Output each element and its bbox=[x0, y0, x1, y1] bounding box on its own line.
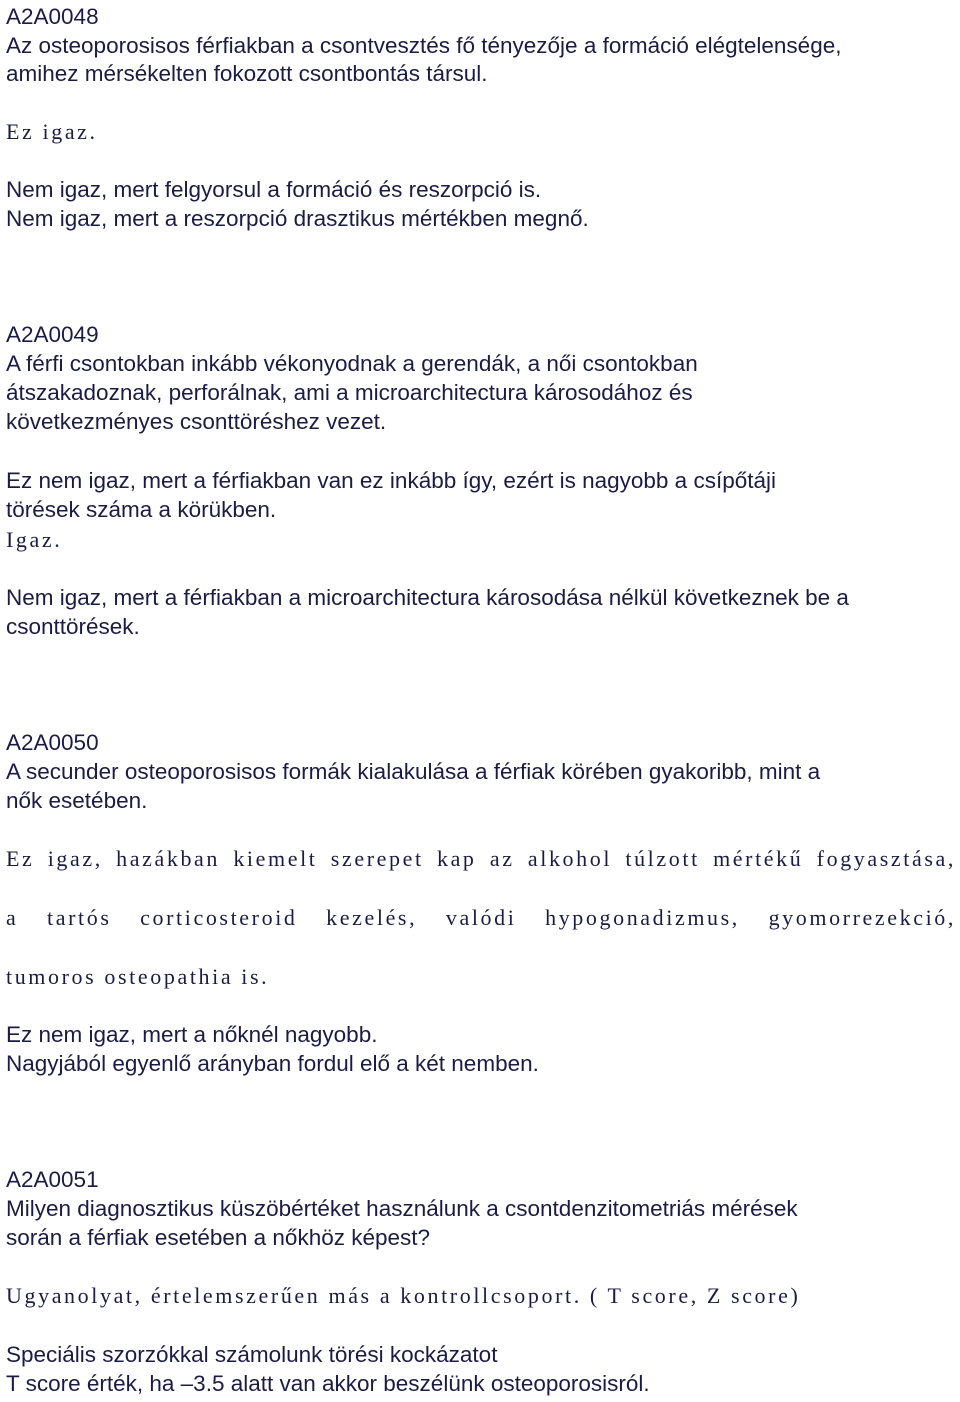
answer-option: tumoros osteopathia is. bbox=[6, 964, 270, 989]
answer-option: Ez nem igaz, mert a férfiakban van ez inkább így, ezért is nagyobb a csípőtáji bbox=[6, 468, 776, 493]
question-text-line: következményes csonttöréshez vezet. bbox=[6, 409, 387, 434]
answer-option: Ugyanolyat, értelemszerűen más a kontrollcsoport. ( T score, Z score) bbox=[6, 1283, 801, 1308]
question-text-line: A secunder osteoporosisos formák kialakulása a férfiak körében gyakoribb, mint a bbox=[6, 759, 821, 784]
question-text-line: Az osteoporosisos férfiakban a csontvesztés fő tényezője a formáció elégtelensége, bbox=[6, 33, 842, 58]
question-text-line: nők esetében. bbox=[6, 788, 148, 813]
question-id: A2A0048 bbox=[6, 4, 99, 29]
answer-option: Nagyjából egyenlő arányban fordul elő a két nemben. bbox=[6, 1051, 539, 1076]
question-text-line: Milyen diagnosztikus küszöbértéket használunk a csontdenzitometriás mérések bbox=[6, 1196, 798, 1221]
answer-option: törések száma a körükben. bbox=[6, 497, 277, 522]
question-text-line: A férfi csontokban inkább vékonyodnak a gerendák, a női csontokban bbox=[6, 351, 698, 376]
answer-option: Ez nem igaz, mert a nőknél nagyobb. bbox=[6, 1022, 378, 1047]
answer-option: csonttörések. bbox=[6, 614, 140, 639]
question-text-line: során a férfiak esetében a nőkhöz képest? bbox=[6, 1225, 431, 1250]
answer-option: Igaz. bbox=[6, 527, 63, 552]
answer-option: T score érték, ha –3.5 alatt van akkor beszélünk osteoporosisról. bbox=[6, 1371, 650, 1396]
answer-option: Ez igaz, hazákban kiemelt szerepet kap az alkohol túlzott mértékű fogyasztása, bbox=[6, 846, 956, 871]
answer-option: a tartós corticosteroid kezelés, valódi hypogonadizmus, gyomorrezekció, bbox=[6, 905, 956, 930]
question-text-line: amihez mérsékelten fokozott csontbontás társul. bbox=[6, 61, 488, 86]
question-id: A2A0050 bbox=[6, 730, 99, 755]
answer-option: Nem igaz, mert a férfiakban a microarchitectura károsodása nélkül következnek be a bbox=[6, 585, 849, 610]
question-id: A2A0051 bbox=[6, 1167, 99, 1192]
answer-option: Nem igaz, mert felgyorsul a formáció és reszorpció is. bbox=[6, 177, 542, 202]
answer-option: Speciális szorzókkal számolunk törési kockázatot bbox=[6, 1342, 498, 1367]
question-text-line: átszakadoznak, perforálnak, ami a microarchitectura károsodához és bbox=[6, 380, 693, 405]
answer-option: Nem igaz, mert a reszorpció drasztikus mértékben megnő. bbox=[6, 206, 589, 231]
question-id: A2A0049 bbox=[6, 322, 99, 347]
answer-option: Ez igaz. bbox=[6, 119, 98, 144]
